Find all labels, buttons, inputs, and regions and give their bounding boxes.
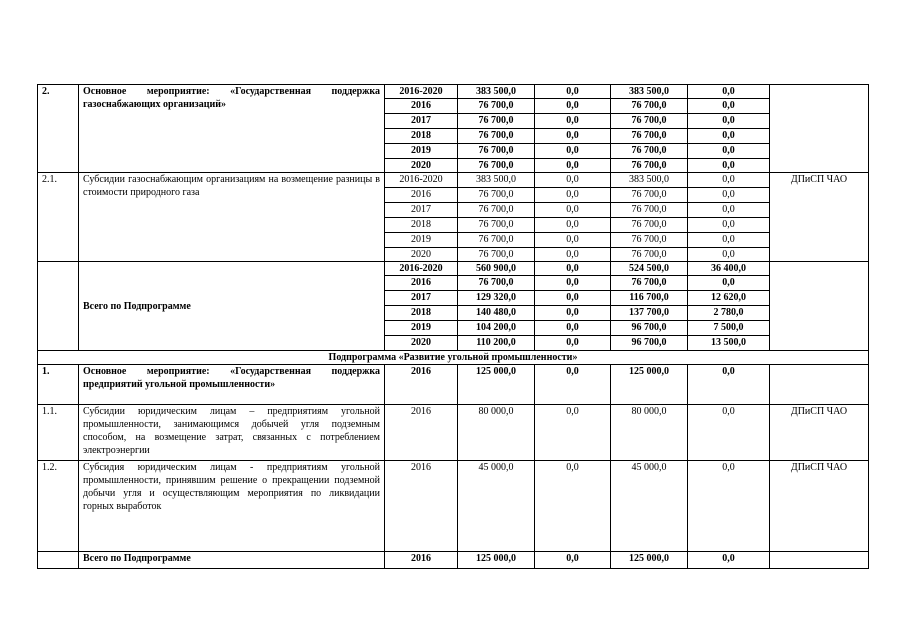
row-number: 1.2.	[38, 461, 79, 552]
federal-cell: 0,0	[535, 365, 611, 405]
other-cell: 0,0	[688, 144, 770, 159]
federal-cell: 0,0	[535, 85, 611, 99]
responsible-executor: ДПиСП ЧАО	[770, 461, 869, 552]
federal-cell: 0,0	[535, 336, 611, 351]
table-row	[38, 85, 869, 99]
row-name: Всего по Подпрограмме	[79, 552, 385, 569]
regional-cell: 76 700,0	[611, 159, 688, 173]
year-cell: 2016	[385, 461, 458, 552]
other-cell: 13 500,0	[688, 336, 770, 351]
table-row	[38, 461, 869, 552]
federal-cell: 0,0	[535, 188, 611, 203]
federal-cell: 0,0	[535, 218, 611, 233]
year-cell: 2019	[385, 144, 458, 159]
section-header-row	[38, 351, 869, 365]
other-cell: 0,0	[688, 365, 770, 405]
other-cell: 0,0	[688, 188, 770, 203]
total-cell: 76 700,0	[458, 218, 535, 233]
regional-cell: 96 700,0	[611, 321, 688, 336]
other-cell: 0,0	[688, 218, 770, 233]
year-cell: 2018	[385, 218, 458, 233]
other-cell: 0,0	[688, 159, 770, 173]
federal-cell: 0,0	[535, 306, 611, 321]
table-row	[38, 262, 869, 276]
other-cell: 36 400,0	[688, 262, 770, 276]
total-cell: 76 700,0	[458, 276, 535, 291]
total-cell: 110 200,0	[458, 336, 535, 351]
regional-cell: 125 000,0	[611, 552, 688, 569]
regional-cell: 383 500,0	[611, 173, 688, 188]
responsible-executor	[770, 552, 869, 569]
total-cell: 104 200,0	[458, 321, 535, 336]
regional-cell: 76 700,0	[611, 276, 688, 291]
regional-cell: 76 700,0	[611, 188, 688, 203]
total-cell: 383 500,0	[458, 173, 535, 188]
total-cell: 76 700,0	[458, 144, 535, 159]
federal-cell: 0,0	[535, 262, 611, 276]
regional-cell: 76 700,0	[611, 99, 688, 114]
total-cell: 76 700,0	[458, 129, 535, 144]
row-number: 1.1.	[38, 405, 79, 461]
other-cell: 0,0	[688, 552, 770, 569]
other-cell: 0,0	[688, 173, 770, 188]
responsible-executor: ДПиСП ЧАО	[770, 173, 869, 262]
regional-cell: 96 700,0	[611, 336, 688, 351]
other-cell: 2 780,0	[688, 306, 770, 321]
responsible-executor	[770, 262, 869, 351]
total-cell: 76 700,0	[458, 114, 535, 129]
total-cell: 125 000,0	[458, 365, 535, 405]
regional-cell: 80 000,0	[611, 405, 688, 461]
federal-cell: 0,0	[535, 461, 611, 552]
year-cell: 2016-2020	[385, 85, 458, 99]
other-cell: 0,0	[688, 405, 770, 461]
row-name: Субсидии юридическим лицам – предприятиям угольной промышленности, занимающимся добычей угля подземным способом, на возмещение затрат, связанных с потреблением электроэнергии	[79, 405, 385, 461]
regional-cell: 76 700,0	[611, 248, 688, 262]
federal-cell: 0,0	[535, 173, 611, 188]
other-cell: 0,0	[688, 233, 770, 248]
year-cell: 2016	[385, 99, 458, 114]
responsible-executor	[770, 365, 869, 405]
other-cell: 0,0	[688, 85, 770, 99]
federal-cell: 0,0	[535, 203, 611, 218]
year-cell: 2018	[385, 306, 458, 321]
table-row	[38, 405, 869, 461]
regional-cell: 76 700,0	[611, 203, 688, 218]
row-name: Основное мероприятие: «Государственная поддержка газоснабжающих организаций»	[79, 85, 385, 173]
total-cell: 129 320,0	[458, 291, 535, 306]
federal-cell: 0,0	[535, 321, 611, 336]
total-cell: 383 500,0	[458, 85, 535, 99]
table-row	[38, 365, 869, 405]
other-cell: 0,0	[688, 129, 770, 144]
regional-cell: 45 000,0	[611, 461, 688, 552]
regional-cell: 125 000,0	[611, 365, 688, 405]
other-cell: 12 620,0	[688, 291, 770, 306]
responsible-executor	[770, 85, 869, 173]
regional-cell: 76 700,0	[611, 144, 688, 159]
other-cell: 0,0	[688, 99, 770, 114]
year-cell: 2017	[385, 114, 458, 129]
total-cell: 560 900,0	[458, 262, 535, 276]
federal-cell: 0,0	[535, 276, 611, 291]
year-cell: 2017	[385, 203, 458, 218]
total-cell: 76 700,0	[458, 248, 535, 262]
year-cell: 2016	[385, 405, 458, 461]
other-cell: 0,0	[688, 203, 770, 218]
federal-cell: 0,0	[535, 405, 611, 461]
row-number: 1.	[38, 365, 79, 405]
other-cell: 0,0	[688, 461, 770, 552]
other-cell: 0,0	[688, 248, 770, 262]
regional-cell: 524 500,0	[611, 262, 688, 276]
year-cell: 2016-2020	[385, 173, 458, 188]
table-row	[38, 173, 869, 188]
row-name: Субсидия юридическим лицам - предприятиям угольной промышленности, принявшим решение о прекращении подземной добычи угля и осуществляющим мероприятия по ликвидации горных выработок	[79, 461, 385, 552]
regional-cell: 76 700,0	[611, 218, 688, 233]
federal-cell: 0,0	[535, 129, 611, 144]
year-cell: 2019	[385, 233, 458, 248]
federal-cell: 0,0	[535, 291, 611, 306]
total-cell: 125 000,0	[458, 552, 535, 569]
other-cell: 0,0	[688, 114, 770, 129]
year-cell: 2017	[385, 291, 458, 306]
responsible-executor: ДПиСП ЧАО	[770, 405, 869, 461]
year-cell: 2020	[385, 248, 458, 262]
total-cell: 76 700,0	[458, 99, 535, 114]
federal-cell: 0,0	[535, 248, 611, 262]
total-cell: 76 700,0	[458, 159, 535, 173]
regional-cell: 116 700,0	[611, 291, 688, 306]
total-cell: 76 700,0	[458, 233, 535, 248]
regional-cell: 383 500,0	[611, 85, 688, 99]
regional-cell: 76 700,0	[611, 114, 688, 129]
year-cell: 2016	[385, 276, 458, 291]
row-name: Основное мероприятие: «Государственная поддержка предприятий угольной промышленности»	[79, 365, 385, 405]
federal-cell: 0,0	[535, 99, 611, 114]
year-cell: 2020	[385, 159, 458, 173]
budget-table	[37, 84, 869, 569]
section-title: Подпрограмма «Развитие угольной промышленности»	[38, 351, 869, 365]
year-cell: 2019	[385, 321, 458, 336]
other-cell: 0,0	[688, 276, 770, 291]
total-cell: 80 000,0	[458, 405, 535, 461]
other-cell: 7 500,0	[688, 321, 770, 336]
row-name: Субсидии газоснабжающим организациям на возмещение разницы в стоимости природного газа	[79, 173, 385, 262]
year-cell: 2016	[385, 188, 458, 203]
federal-cell: 0,0	[535, 233, 611, 248]
row-number	[38, 262, 79, 351]
federal-cell: 0,0	[535, 159, 611, 173]
total-cell: 140 480,0	[458, 306, 535, 321]
regional-cell: 76 700,0	[611, 233, 688, 248]
year-cell: 2020	[385, 336, 458, 351]
row-number: 2.	[38, 85, 79, 173]
year-cell: 2016	[385, 552, 458, 569]
row-number	[38, 552, 79, 569]
table-row	[38, 552, 869, 569]
year-cell: 2016	[385, 365, 458, 405]
regional-cell: 137 700,0	[611, 306, 688, 321]
row-name: Всего по Подпрограмме	[79, 262, 385, 351]
total-cell: 45 000,0	[458, 461, 535, 552]
federal-cell: 0,0	[535, 114, 611, 129]
year-cell: 2018	[385, 129, 458, 144]
total-cell: 76 700,0	[458, 188, 535, 203]
federal-cell: 0,0	[535, 144, 611, 159]
total-cell: 76 700,0	[458, 203, 535, 218]
regional-cell: 76 700,0	[611, 129, 688, 144]
federal-cell: 0,0	[535, 552, 611, 569]
row-number: 2.1.	[38, 173, 79, 262]
year-cell: 2016-2020	[385, 262, 458, 276]
